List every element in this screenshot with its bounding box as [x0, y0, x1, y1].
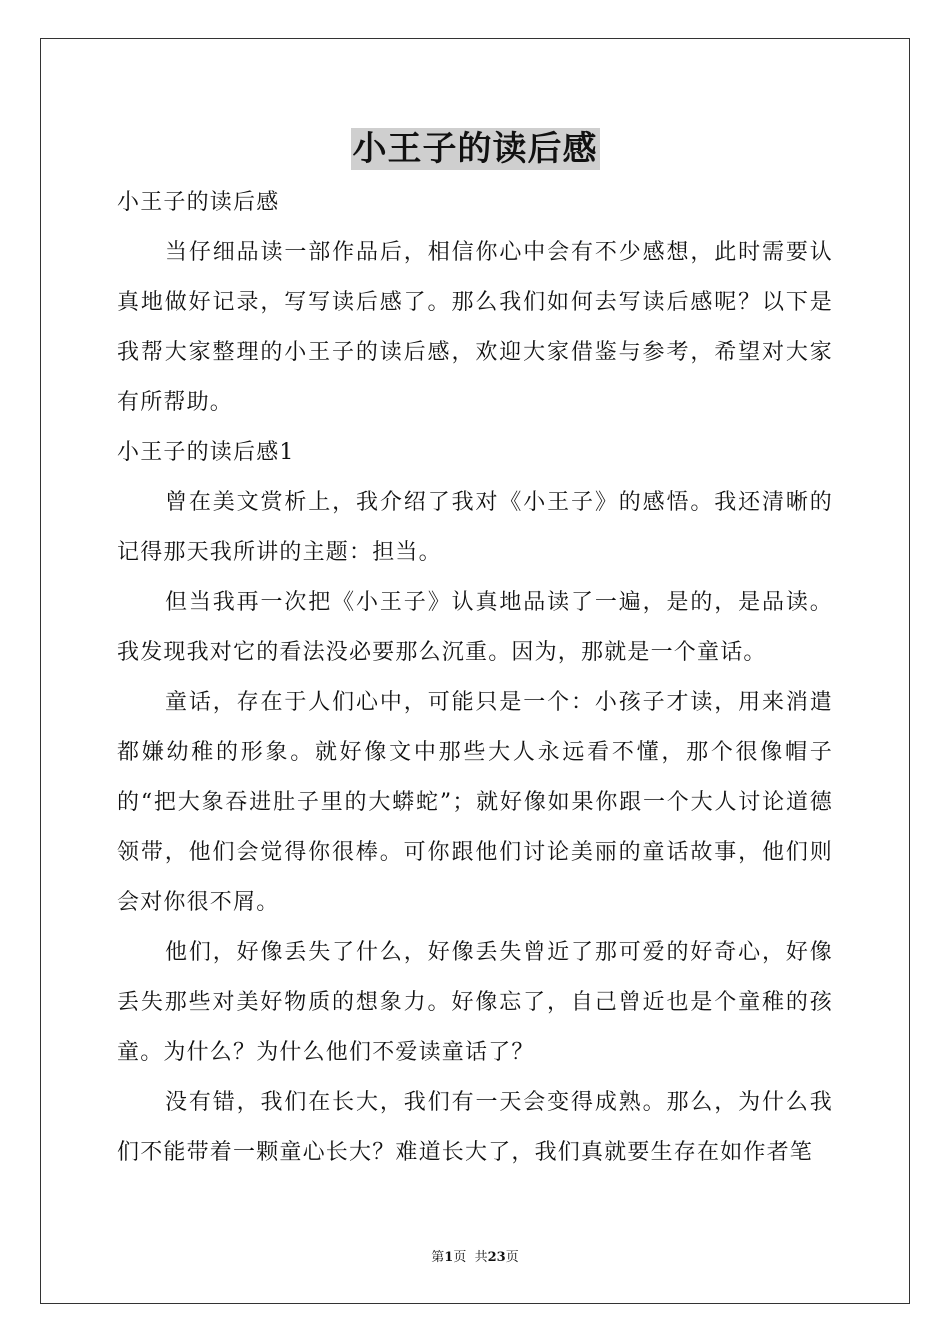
- footer-page-number: 1: [444, 1250, 454, 1265]
- body-paragraph: 没有错，我们在长大，我们有一天会变得成熟。那么，为什么我们不能带着一颗童心长大？难道长大了，我们真就要生存在如作者笔: [117, 1090, 833, 1165]
- section-heading: 小王子的读后感1: [117, 440, 295, 465]
- body-paragraph: 但当我再一次把《小王子》认真地品读了一遍，是的，是品读。我发现我对它的看法没必要那么沉重。因为，那就是一个童话。: [117, 590, 833, 665]
- document-title: 小王子的读后感: [352, 129, 598, 169]
- footer-total-pages: 23: [487, 1250, 506, 1265]
- page-footer: [0, 1246, 950, 1265]
- subtitle: 小王子的读后感: [117, 190, 280, 215]
- title-container: [0, 128, 950, 170]
- body-paragraph: 他们，好像丢失了什么，好像丢失曾近了那可爱的好奇心，好像丢失那些对美好物质的想象力。好像忘了，自己曾近也是个童稚的孩童。为什么？为什么他们不爱读童话了？: [117, 940, 833, 1065]
- footer-prefix: 第: [431, 1250, 445, 1265]
- document-body: [117, 178, 833, 1178]
- body-paragraph: 童话，存在于人们心中，可能只是一个：小孩子才读，用来消遣都嫌幼稚的形象。就好像文中那些大人永远看不懂，那个很像帽子的“把大象吞进肚子里的大蟒蛇”；就好像如果你跟一个大人讨论道德领带，他们会觉得你很棒。可你跟他们讨论美丽的童话故事，他们则会对你很不屑。: [117, 690, 833, 915]
- intro-paragraph: 当仔细品读一部作品后，相信你心中会有不少感想，此时需要认真地做好记录，写写读后感了。那么我们如何去写读后感呢？以下是我帮大家整理的小王子的读后感，欢迎大家借鉴与参考，希望对大家有所帮助。: [117, 240, 833, 415]
- footer-mid: 页 共: [453, 1250, 488, 1265]
- body-paragraph: 曾在美文赏析上，我介绍了我对《小王子》的感悟。我还清晰的记得那天我所讲的主题：担当。: [117, 490, 833, 565]
- footer-suffix: 页: [505, 1250, 519, 1265]
